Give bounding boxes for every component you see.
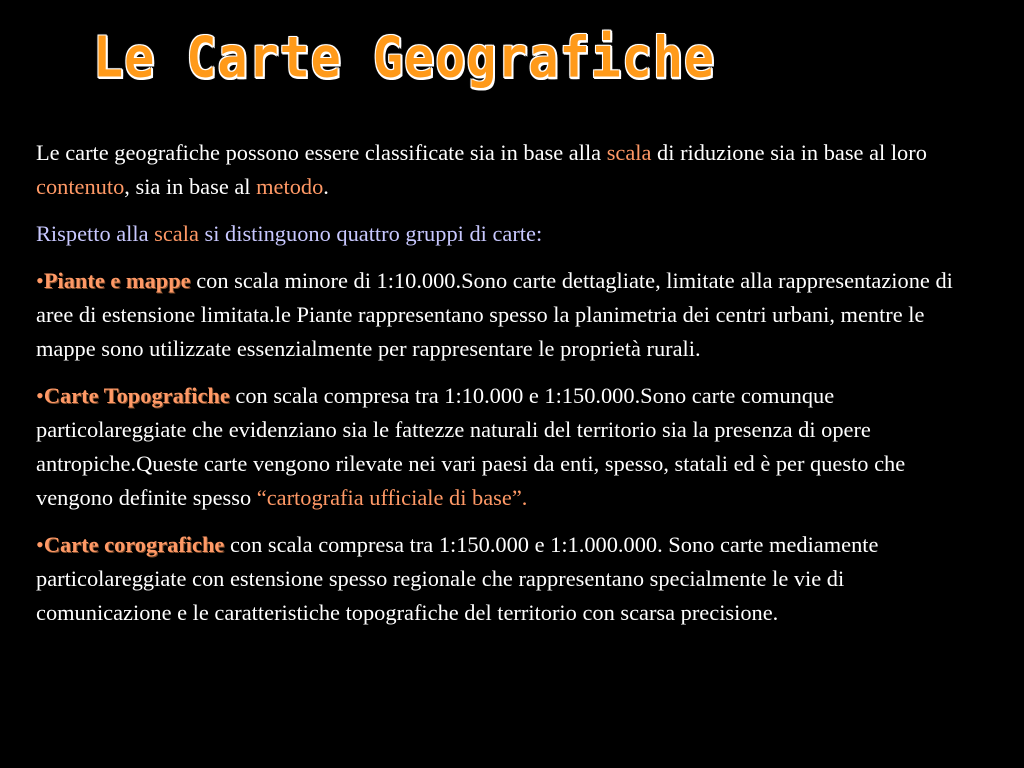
quote-cartografia-ufficiale: “cartografia ufficiale di base”.: [256, 485, 528, 510]
bullet-icon: •: [36, 268, 44, 293]
keyword-contenuto: contenuto: [36, 174, 125, 199]
item-description: con scala compresa tra 1:150.000 e 1:1.000.000. Sono carte mediamente particolareggiate con estensione spesso regionale che rappresentano specialmente le vie di comunicazione e le caratteristiche topografiche del territorio con scarsa precisione.: [36, 532, 879, 625]
keyword-scala: scala: [606, 140, 652, 165]
scale-text-1: Rispetto alla: [36, 221, 155, 246]
term-piante-e-mappe: Piante e mappe: [43, 268, 191, 293]
term-carte-topografiche: Carte Topografiche: [43, 383, 230, 408]
intro-text-2: di riduzione sia in base al loro: [651, 140, 927, 165]
slide-title: Le Carte Geografiche: [92, 25, 716, 91]
scale-keyword: scala: [154, 221, 199, 246]
bullet-icon: •: [36, 383, 44, 408]
item-description: con scala compresa tra 1:10.000 e 1:150.000.Sono carte comunque particolareggiate che evidenziano sia le fattezze naturali del territorio sia la presenza di opere antropiche.Queste carte vengono rilevate nei vari paesi da enti, spesso, statali ed è per questo che vengono definite spesso: [36, 383, 906, 510]
slide-body: [36, 136, 982, 643]
keyword-metodo: metodo: [256, 174, 324, 199]
intro-text-1: Le carte geografiche possono essere classificate sia in base alla: [36, 140, 607, 165]
bullet-icon: •: [36, 532, 44, 557]
list-item-carte-corografiche: [36, 528, 982, 630]
item-description: con scala minore di 1:10.000.Sono carte dettagliate, limitate alla rappresentazione di aree di estensione limitata.le Piante rappresentano spesso la planimetria dei centri urbani, mentre le mappe sono utilizzate essenzialmente per rappresentare le proprietà rurali.: [36, 268, 953, 361]
scale-subheading: [36, 217, 982, 251]
scale-text-2: si distinguono quattro gruppi di carte:: [198, 221, 543, 246]
list-item-piante-e-mappe: [36, 264, 982, 366]
intro-text-3: , sia in base al: [124, 174, 257, 199]
intro-paragraph: [36, 136, 982, 204]
term-carte-corografiche: Carte corografiche: [43, 532, 225, 557]
list-item-carte-topografiche: [36, 379, 982, 515]
intro-text-4: .: [323, 174, 329, 199]
